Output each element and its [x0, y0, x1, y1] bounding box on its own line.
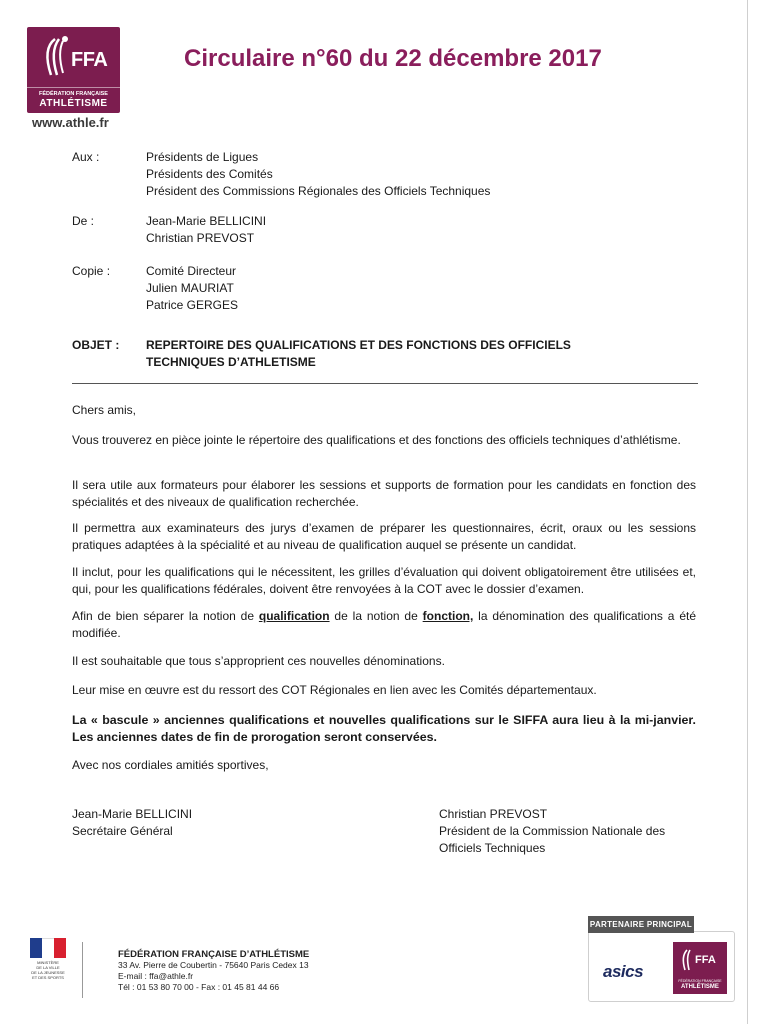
aux-label: Aux : [72, 150, 100, 164]
de-senders [146, 213, 266, 247]
paragraph-7: Leur mise en œuvre est du ressort des COT Régionales en lien avec les Comités départementaux. [72, 683, 597, 697]
closing-line: Avec nos cordiales amitiés sportives, [72, 758, 269, 772]
logo-divider [27, 87, 120, 88]
objet-label: OBJET : [72, 338, 120, 352]
logo-federation: FÉDÉRATION FRANÇAISE [39, 91, 108, 97]
partner-ffa-logo [673, 942, 727, 994]
footer-street: 33 Av. Pierre de Coubertin - 75640 Paris Cedex 13 [118, 960, 309, 970]
paragraph-5 [72, 608, 696, 642]
partner-label: PARTENAIRE PRINCIPAL [588, 916, 694, 933]
paragraph-8-important: La « bascule » anciennes qualifications et nouvelles qualifications sur le SIFFA aura lieu à la mi-janvier. Les anciennes dates de fin de prorogation seront conservées. [72, 713, 696, 744]
aux-recipients [146, 149, 490, 200]
copie-line: Comité Directeur [146, 264, 237, 278]
partner-box [588, 931, 735, 1002]
copie-label: Copie : [72, 264, 111, 278]
aux-line: Président des Commissions Régionales des Officiels Techniques [146, 184, 491, 198]
aux-line: Présidents des Comités [146, 167, 273, 181]
partner-abbr: FFA [695, 954, 716, 966]
footer-divider [82, 942, 83, 998]
p5-text: la dénomination des qualifications a été modifiée. [72, 609, 697, 640]
paragraph-2: Il sera utile aux formateurs pour élaborer les sessions et supports de formation pour les candidats en fonction des spécialités et des niveaux de qualification recherchée. [72, 478, 696, 509]
runner-icon [37, 35, 73, 79]
paragraph-1: Vous trouverez en pièce jointe le répertoire des qualifications et des fonctions des officiels techniques d’athlétisme. [72, 433, 681, 447]
signature-right [439, 806, 665, 857]
partner-sport: ATHLÉTISME [681, 984, 719, 990]
gov-line: DE LA VILLE [36, 965, 60, 970]
government-label [28, 960, 68, 980]
gov-line: ET DES SPORTS [32, 975, 64, 980]
de-label: De : [72, 214, 95, 228]
page-edge [747, 0, 748, 1024]
de-line: Christian PREVOST [146, 231, 255, 245]
signature-right-role: Président de la Commission Nationale des [439, 824, 666, 838]
header-divider [72, 383, 698, 384]
signature-left-role: Secrétaire Général [72, 824, 173, 838]
footer-org: FÉDÉRATION FRANÇAISE D’ATHLÉTISME [118, 949, 310, 960]
partner-badge [588, 916, 735, 1000]
signature-left-name: Jean-Marie BELLICINI [72, 807, 193, 821]
footer-email: E-mail : ffa@athle.fr [118, 971, 194, 981]
objet-line: TECHNIQUES D’ATHLETISME [146, 355, 316, 369]
objet-subject [146, 337, 571, 371]
ffa-logo [27, 27, 120, 113]
greeting: Chers amis, [72, 403, 137, 417]
gov-line: MINISTÈRE [37, 960, 59, 965]
de-line: Jean-Marie BELLICINI [146, 214, 267, 228]
signature-right-name: Christian PREVOST [439, 807, 548, 821]
objet-line: REPERTOIRE DES QUALIFICATIONS ET DES FONCTIONS DES OFFICIELS [146, 338, 571, 352]
footer-phone: Tél : 01 53 80 70 00 - Fax : 01 45 81 44 66 [118, 982, 280, 992]
aux-line: Présidents de Ligues [146, 150, 259, 164]
footer-address [118, 949, 309, 993]
gov-line: DE LA JEUNESSE [31, 970, 65, 975]
paragraph-3: Il permettra aux examinateurs des jurys d’examen de préparer les questionnaires, écrit, oraux ou les sessions pratiques adaptées à la spécialité et au niveau de qualification auquel se présente un candidat. [72, 521, 696, 552]
logo-abbr: FFA [71, 49, 108, 71]
signature-left [72, 806, 192, 840]
logo-sport: ATHLÉTISME [39, 98, 108, 109]
fonction-emphasis: fonction, [422, 609, 474, 623]
paragraph-4: Il inclut, pour les qualifications qui le nécessitent, les grilles d’évaluation qui doivent obligatoirement être utilisées et, qui, pour les qualifications fédérales, doivent être renvoyées à la COT avec le dossier d’examen. [72, 565, 696, 596]
partner-federation: FÉDÉRATION FRANÇAISE [678, 979, 722, 983]
sponsor-logo: asics [603, 962, 644, 981]
copie-line: Patrice GERGES [146, 298, 239, 312]
p5-text: de la notion de [329, 609, 423, 623]
website-url: www.athle.fr [32, 115, 109, 130]
document-title: Circulaire n°60 du 22 décembre 2017 [184, 45, 602, 72]
qualification-emphasis: qualification [258, 609, 330, 623]
paragraph-6: Il est souhaitable que tous s’approprient ces nouvelles dénominations. [72, 654, 445, 668]
copie-recipients [146, 263, 238, 314]
signature-right-role: Officiels Techniques [439, 841, 546, 855]
runner-icon [679, 948, 695, 972]
p5-text: Afin de bien séparer la notion de [72, 609, 259, 623]
copie-line: Julien MAURIAT [146, 281, 234, 295]
